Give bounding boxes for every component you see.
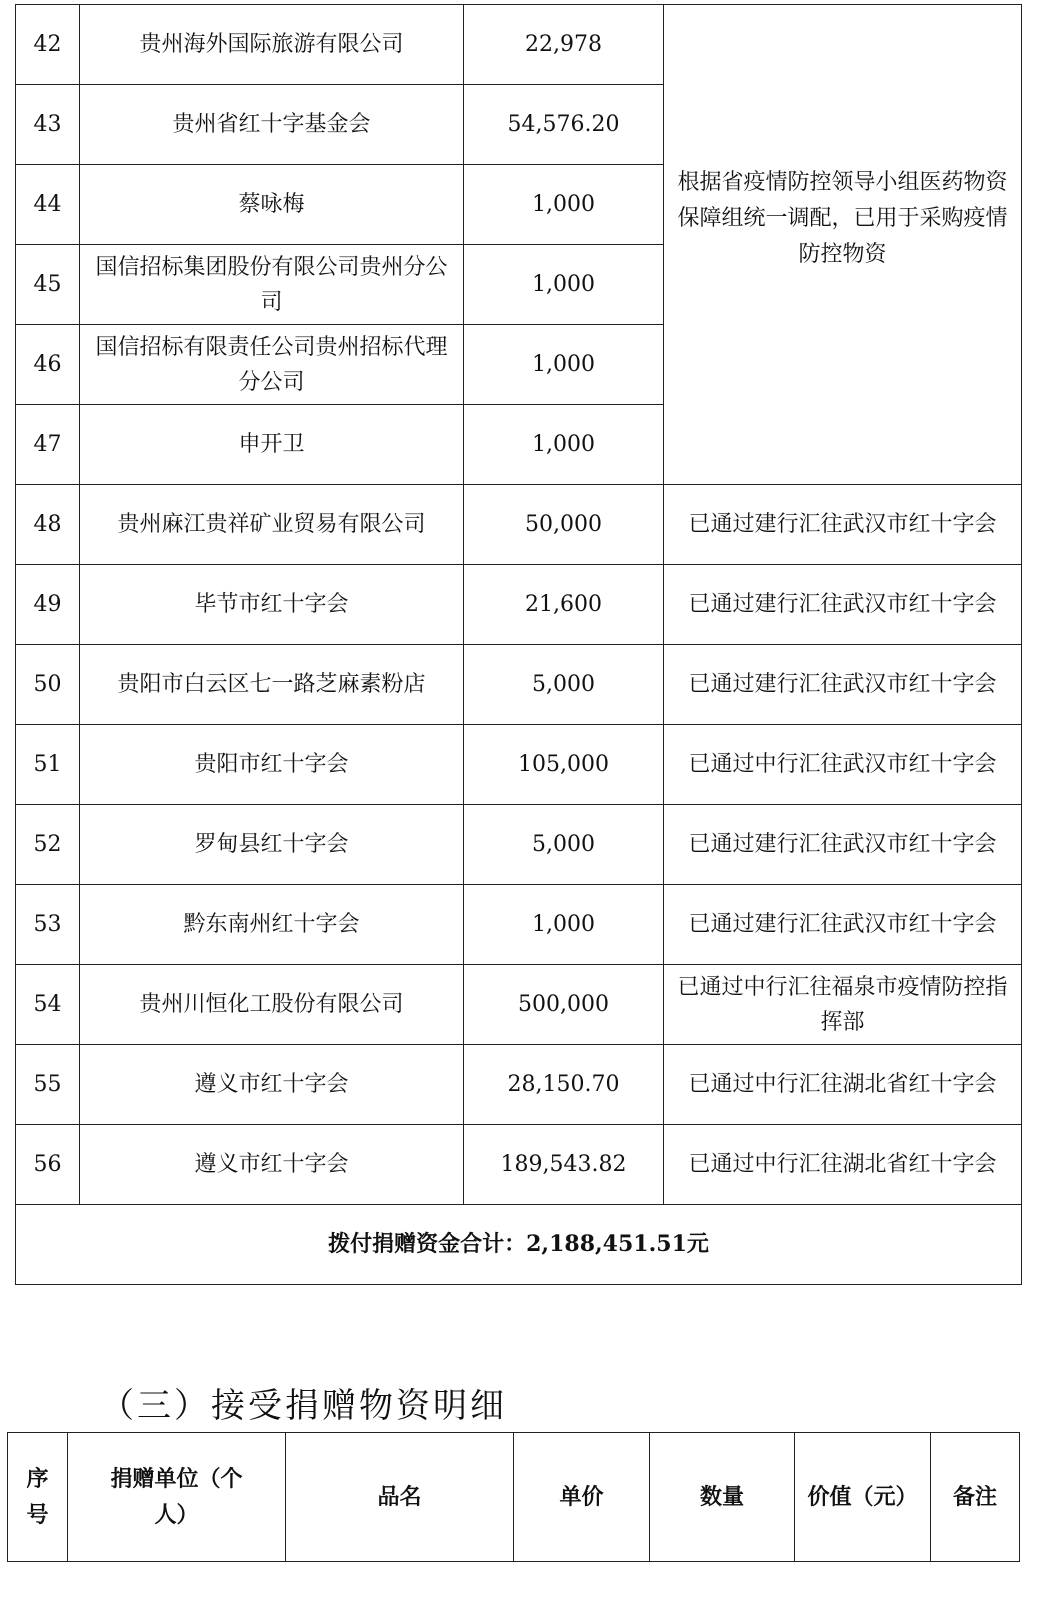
merged-note: 根据省疫情防控领导小组医药物资保障组统一调配，已用于采购疫情防控物资 bbox=[664, 5, 1022, 485]
transfer-note: 已通过建行汇往武汉市红十字会 bbox=[664, 805, 1022, 885]
header-quantity: 数量 bbox=[650, 1433, 795, 1562]
amount: 1,000 bbox=[464, 885, 664, 965]
transfer-note: 已通过建行汇往武汉市红十字会 bbox=[664, 645, 1022, 725]
donor-name: 贵州省红十字基金会 bbox=[80, 85, 464, 165]
donor-name: 贵阳市红十字会 bbox=[80, 725, 464, 805]
row-number: 42 bbox=[16, 5, 80, 85]
row-number: 46 bbox=[16, 325, 80, 405]
donor-name: 黔东南州红十字会 bbox=[80, 885, 464, 965]
row-number: 49 bbox=[16, 565, 80, 645]
header-seq: 序号 bbox=[8, 1433, 68, 1562]
row-number: 55 bbox=[16, 1045, 80, 1125]
table-row bbox=[16, 885, 1022, 965]
amount: 5,000 bbox=[464, 645, 664, 725]
donor-name: 贵州麻江贵祥矿业贸易有限公司 bbox=[80, 485, 464, 565]
allocation-table bbox=[15, 4, 1022, 1285]
table-row bbox=[16, 645, 1022, 725]
row-number: 56 bbox=[16, 1125, 80, 1205]
total-amount: 拨付捐赠资金合计：2,188,451.51元 bbox=[16, 1205, 1022, 1285]
donor-name: 国信招标集团股份有限公司贵州分公司 bbox=[80, 245, 464, 325]
table-row bbox=[16, 485, 1022, 565]
header-remarks: 备注 bbox=[931, 1433, 1020, 1562]
amount: 22,978 bbox=[464, 5, 664, 85]
header-row bbox=[8, 1433, 1020, 1562]
table-row bbox=[16, 565, 1022, 645]
row-number: 45 bbox=[16, 245, 80, 325]
donor-name: 申开卫 bbox=[80, 405, 464, 485]
total-row bbox=[16, 1205, 1022, 1285]
amount: 1,000 bbox=[464, 405, 664, 485]
amount: 28,150.70 bbox=[464, 1045, 664, 1125]
transfer-note: 已通过建行汇往武汉市红十字会 bbox=[664, 485, 1022, 565]
donor-name: 蔡咏梅 bbox=[80, 165, 464, 245]
amount: 54,576.20 bbox=[464, 85, 664, 165]
donor-name: 遵义市红十字会 bbox=[80, 1045, 464, 1125]
donor-name: 毕节市红十字会 bbox=[80, 565, 464, 645]
table-row bbox=[16, 5, 1022, 85]
table-row bbox=[16, 965, 1022, 1045]
header-value: 价值（元） bbox=[795, 1433, 931, 1562]
table-row bbox=[16, 725, 1022, 805]
transfer-note: 已通过中行汇往湖北省红十字会 bbox=[664, 1125, 1022, 1205]
amount: 500,000 bbox=[464, 965, 664, 1045]
row-number: 54 bbox=[16, 965, 80, 1045]
section-title: （三）接受捐赠物资明细 bbox=[100, 1386, 507, 1426]
row-number: 51 bbox=[16, 725, 80, 805]
transfer-note: 已通过中行汇往武汉市红十字会 bbox=[664, 725, 1022, 805]
table-row bbox=[16, 1045, 1022, 1125]
amount: 1,000 bbox=[464, 165, 664, 245]
amount: 5,000 bbox=[464, 805, 664, 885]
amount: 1,000 bbox=[464, 325, 664, 405]
row-number: 48 bbox=[16, 485, 80, 565]
table-row bbox=[16, 805, 1022, 885]
row-number: 50 bbox=[16, 645, 80, 725]
donor-name: 贵州川恒化工股份有限公司 bbox=[80, 965, 464, 1045]
donor-name: 罗甸县红十字会 bbox=[80, 805, 464, 885]
transfer-note: 已通过中行汇往湖北省红十字会 bbox=[664, 1045, 1022, 1125]
row-number: 43 bbox=[16, 85, 80, 165]
row-number: 53 bbox=[16, 885, 80, 965]
materials-table bbox=[7, 1432, 1020, 1562]
amount: 105,000 bbox=[464, 725, 664, 805]
transfer-note: 已通过中行汇往福泉市疫情防控指挥部 bbox=[664, 965, 1022, 1045]
header-unit-price: 单价 bbox=[514, 1433, 650, 1562]
header-item-name: 品名 bbox=[286, 1433, 514, 1562]
row-number: 44 bbox=[16, 165, 80, 245]
amount: 50,000 bbox=[464, 485, 664, 565]
transfer-note: 已通过建行汇往武汉市红十字会 bbox=[664, 885, 1022, 965]
amount: 21,600 bbox=[464, 565, 664, 645]
donor-name: 遵义市红十字会 bbox=[80, 1125, 464, 1205]
donor-name: 贵阳市白云区七一路芝麻素粉店 bbox=[80, 645, 464, 725]
amount: 1,000 bbox=[464, 245, 664, 325]
table-row bbox=[16, 1125, 1022, 1205]
transfer-note: 已通过建行汇往武汉市红十字会 bbox=[664, 565, 1022, 645]
row-number: 52 bbox=[16, 805, 80, 885]
row-number: 47 bbox=[16, 405, 80, 485]
donor-name: 贵州海外国际旅游有限公司 bbox=[80, 5, 464, 85]
donor-name: 国信招标有限责任公司贵州招标代理分公司 bbox=[80, 325, 464, 405]
header-donor: 捐赠单位（个人） bbox=[68, 1433, 286, 1562]
amount: 189,543.82 bbox=[464, 1125, 664, 1205]
